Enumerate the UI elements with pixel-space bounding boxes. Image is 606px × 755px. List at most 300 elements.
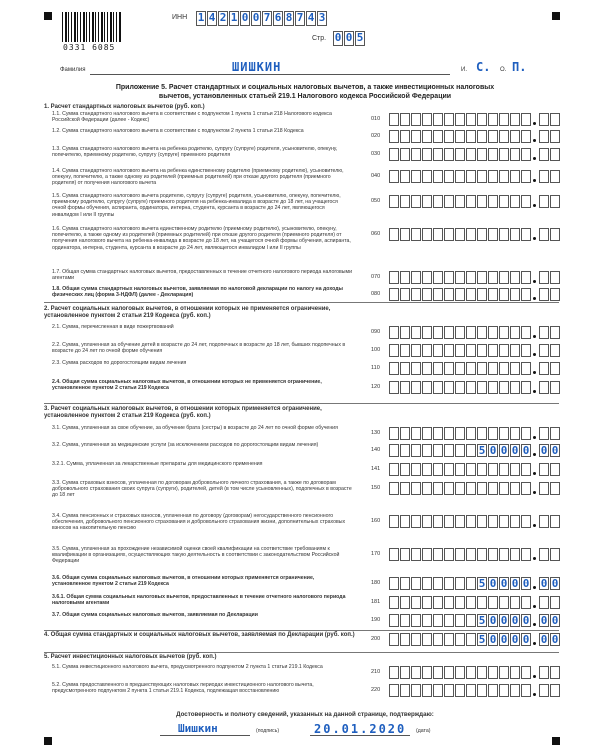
amount-digit-cell[interactable] xyxy=(400,195,410,208)
amount-digit-cell[interactable] xyxy=(466,288,476,301)
inn-digit-cell[interactable]: 7 xyxy=(296,11,304,24)
amount-digit-cell[interactable] xyxy=(521,515,531,528)
amount-digit-cell[interactable] xyxy=(389,228,399,241)
amount-digit-cell[interactable] xyxy=(488,228,498,241)
amount-digit-cell[interactable] xyxy=(455,113,465,126)
amount-digit-cell[interactable] xyxy=(444,113,454,126)
amount-digit-cell[interactable] xyxy=(422,427,432,440)
amount-digit-cell[interactable] xyxy=(422,148,432,161)
amount-digit-cell[interactable] xyxy=(499,684,509,697)
amount-digit-cell[interactable] xyxy=(389,548,399,561)
amount-digit-cell[interactable] xyxy=(400,463,410,476)
amount-digit-cell[interactable] xyxy=(488,288,498,301)
amount-digit-cell[interactable] xyxy=(400,362,410,375)
amount-digit-cell[interactable] xyxy=(400,326,410,339)
amount-digit-cell[interactable] xyxy=(521,271,531,284)
amount-digit-cell[interactable] xyxy=(477,666,487,679)
amount-digit-cell[interactable] xyxy=(444,288,454,301)
cents-digit-cell[interactable] xyxy=(539,463,549,476)
amount-digit-cell[interactable] xyxy=(444,633,454,646)
amount-digit-cell[interactable] xyxy=(521,130,531,143)
amount-digit-cell[interactable] xyxy=(455,666,465,679)
amount-digit-cell[interactable] xyxy=(488,381,498,394)
amount-digit-cell[interactable] xyxy=(422,463,432,476)
amount-digit-cell[interactable]: 0 xyxy=(511,444,519,457)
amount-digit-cell[interactable] xyxy=(455,362,465,375)
amount-digit-cell[interactable] xyxy=(389,633,399,646)
cents-digit-cell[interactable] xyxy=(550,170,560,183)
amount-digit-cell[interactable] xyxy=(521,684,531,697)
amount-digit-cell[interactable] xyxy=(422,228,432,241)
amount-digit-cell[interactable] xyxy=(521,596,531,609)
amount-digit-cell[interactable] xyxy=(510,326,520,339)
amount-digit-cell[interactable] xyxy=(466,666,476,679)
amount-digit-cell[interactable] xyxy=(444,326,454,339)
amount-digit-cell[interactable] xyxy=(411,427,421,440)
amount-digit-cell[interactable] xyxy=(444,362,454,375)
amount-digit-cell[interactable] xyxy=(400,614,410,627)
amount-digit-cell[interactable]: 0 xyxy=(500,444,508,457)
amount-digit-cell[interactable] xyxy=(400,666,410,679)
cents-digit-cell[interactable] xyxy=(539,427,549,440)
amount-digit-cell[interactable] xyxy=(499,381,509,394)
amount-digit-cell[interactable] xyxy=(477,113,487,126)
amount-digit-cell[interactable]: 0 xyxy=(489,577,497,590)
amount-digit-cell[interactable] xyxy=(466,577,476,590)
amount-digit-cell[interactable] xyxy=(422,113,432,126)
amount-digit-cell[interactable] xyxy=(510,228,520,241)
amount-digit-cell[interactable] xyxy=(488,666,498,679)
amount-digit-cell[interactable] xyxy=(499,463,509,476)
amount-digit-cell[interactable] xyxy=(488,463,498,476)
cents-digit-cell[interactable] xyxy=(550,271,560,284)
amount-digit-cell[interactable] xyxy=(466,463,476,476)
amount-digit-cell[interactable] xyxy=(444,684,454,697)
amount-digit-cell[interactable] xyxy=(400,515,410,528)
amount-digit-cell[interactable] xyxy=(455,577,465,590)
amount-digit-cell[interactable] xyxy=(466,427,476,440)
amount-digit-cell[interactable] xyxy=(466,362,476,375)
inn-digit-cell[interactable]: 0 xyxy=(252,11,260,24)
amount-digit-cell[interactable] xyxy=(433,344,443,357)
cents-digit-cell[interactable] xyxy=(539,195,549,208)
amount-digit-cell[interactable] xyxy=(466,326,476,339)
amount-digit-cell[interactable] xyxy=(477,548,487,561)
amount-digit-cell[interactable] xyxy=(521,113,531,126)
amount-digit-cell[interactable] xyxy=(510,195,520,208)
amount-digit-cell[interactable] xyxy=(488,113,498,126)
amount-digit-cell[interactable] xyxy=(455,548,465,561)
amount-digit-cell[interactable] xyxy=(488,271,498,284)
amount-digit-cell[interactable] xyxy=(444,482,454,495)
amount-digit-cell[interactable] xyxy=(400,548,410,561)
amount-digit-cell[interactable] xyxy=(499,362,509,375)
amount-digit-cell[interactable] xyxy=(444,463,454,476)
amount-digit-cell[interactable] xyxy=(444,228,454,241)
amount-digit-cell[interactable] xyxy=(444,614,454,627)
amount-digit-cell[interactable] xyxy=(477,228,487,241)
amount-digit-cell[interactable] xyxy=(521,463,531,476)
amount-digit-cell[interactable] xyxy=(422,596,432,609)
amount-digit-cell[interactable] xyxy=(455,170,465,183)
amount-digit-cell[interactable] xyxy=(400,148,410,161)
amount-digit-cell[interactable] xyxy=(444,427,454,440)
inn-digit-cell[interactable]: 4 xyxy=(307,11,315,24)
amount-digit-cell[interactable] xyxy=(433,170,443,183)
amount-digit-cell[interactable] xyxy=(389,444,399,457)
amount-digit-cell[interactable] xyxy=(488,427,498,440)
amount-digit-cell[interactable] xyxy=(521,666,531,679)
amount-digit-cell[interactable] xyxy=(510,113,520,126)
amount-digit-cell[interactable] xyxy=(400,684,410,697)
amount-digit-cell[interactable] xyxy=(422,666,432,679)
amount-digit-cell[interactable] xyxy=(477,288,487,301)
amount-digit-cell[interactable] xyxy=(499,666,509,679)
amount-digit-cell[interactable] xyxy=(400,482,410,495)
cents-digit-cell[interactable] xyxy=(539,170,549,183)
amount-digit-cell[interactable] xyxy=(477,596,487,609)
cents-digit-cell[interactable] xyxy=(539,228,549,241)
amount-digit-cell[interactable]: 0 xyxy=(500,614,508,627)
amount-digit-cell[interactable]: 0 xyxy=(522,614,530,627)
amount-digit-cell[interactable] xyxy=(521,548,531,561)
amount-digit-cell[interactable] xyxy=(521,381,531,394)
amount-digit-cell[interactable] xyxy=(433,577,443,590)
amount-digit-cell[interactable] xyxy=(477,148,487,161)
amount-digit-cell[interactable] xyxy=(411,228,421,241)
inn-digit-cell[interactable]: 8 xyxy=(285,11,293,24)
amount-digit-cell[interactable] xyxy=(411,344,421,357)
amount-digit-cell[interactable] xyxy=(510,666,520,679)
amount-digit-cell[interactable] xyxy=(422,130,432,143)
cents-digit-cell[interactable] xyxy=(550,326,560,339)
amount-digit-cell[interactable] xyxy=(444,548,454,561)
amount-digit-cell[interactable]: 0 xyxy=(511,577,519,590)
amount-digit-cell[interactable] xyxy=(433,596,443,609)
amount-digit-cell[interactable] xyxy=(422,344,432,357)
amount-digit-cell[interactable] xyxy=(510,271,520,284)
amount-digit-cell[interactable] xyxy=(455,228,465,241)
amount-digit-cell[interactable] xyxy=(400,596,410,609)
amount-digit-cell[interactable] xyxy=(422,515,432,528)
amount-digit-cell[interactable] xyxy=(422,614,432,627)
amount-digit-cell[interactable] xyxy=(411,326,421,339)
amount-digit-cell[interactable] xyxy=(510,148,520,161)
amount-digit-cell[interactable]: 0 xyxy=(511,633,519,646)
amount-digit-cell[interactable] xyxy=(411,170,421,183)
cents-digit-cell[interactable] xyxy=(539,666,549,679)
amount-digit-cell[interactable] xyxy=(422,362,432,375)
amount-digit-cell[interactable] xyxy=(466,381,476,394)
amount-digit-cell[interactable] xyxy=(499,596,509,609)
amount-digit-cell[interactable] xyxy=(389,427,399,440)
amount-digit-cell[interactable] xyxy=(433,130,443,143)
amount-digit-cell[interactable] xyxy=(466,195,476,208)
amount-digit-cell[interactable]: 0 xyxy=(522,444,530,457)
amount-digit-cell[interactable] xyxy=(444,344,454,357)
amount-digit-cell[interactable] xyxy=(477,326,487,339)
amount-digit-cell[interactable] xyxy=(499,548,509,561)
amount-digit-cell[interactable] xyxy=(411,596,421,609)
amount-digit-cell[interactable] xyxy=(521,326,531,339)
amount-digit-cell[interactable] xyxy=(433,228,443,241)
amount-digit-cell[interactable] xyxy=(499,344,509,357)
amount-digit-cell[interactable]: 0 xyxy=(511,614,519,627)
amount-digit-cell[interactable] xyxy=(411,548,421,561)
cents-digit-cell[interactable] xyxy=(539,130,549,143)
amount-digit-cell[interactable] xyxy=(433,548,443,561)
amount-digit-cell[interactable] xyxy=(488,130,498,143)
page-digit-cell[interactable]: 0 xyxy=(345,31,353,44)
cents-digit-cell[interactable] xyxy=(550,482,560,495)
amount-digit-cell[interactable] xyxy=(477,515,487,528)
amount-digit-cell[interactable] xyxy=(433,444,443,457)
cents-digit-cell[interactable] xyxy=(550,288,560,301)
amount-digit-cell[interactable] xyxy=(466,684,476,697)
amount-digit-cell[interactable] xyxy=(510,362,520,375)
cents-digit-cell[interactable]: 0 xyxy=(540,633,548,646)
amount-digit-cell[interactable] xyxy=(422,170,432,183)
amount-digit-cell[interactable] xyxy=(389,684,399,697)
amount-digit-cell[interactable] xyxy=(411,148,421,161)
cents-digit-cell[interactable] xyxy=(539,288,549,301)
cents-digit-cell[interactable] xyxy=(550,596,560,609)
amount-digit-cell[interactable] xyxy=(477,684,487,697)
amount-digit-cell[interactable] xyxy=(466,344,476,357)
amount-digit-cell[interactable] xyxy=(400,113,410,126)
amount-digit-cell[interactable] xyxy=(444,596,454,609)
cents-digit-cell[interactable] xyxy=(550,684,560,697)
amount-digit-cell[interactable] xyxy=(433,515,443,528)
amount-digit-cell[interactable] xyxy=(499,288,509,301)
amount-digit-cell[interactable] xyxy=(389,381,399,394)
amount-digit-cell[interactable] xyxy=(433,614,443,627)
amount-digit-cell[interactable] xyxy=(455,444,465,457)
amount-digit-cell[interactable] xyxy=(477,130,487,143)
amount-digit-cell[interactable]: 0 xyxy=(500,577,508,590)
amount-digit-cell[interactable] xyxy=(433,463,443,476)
amount-digit-cell[interactable] xyxy=(389,195,399,208)
cents-digit-cell[interactable] xyxy=(539,344,549,357)
amount-digit-cell[interactable] xyxy=(411,130,421,143)
amount-digit-cell[interactable] xyxy=(477,362,487,375)
amount-digit-cell[interactable] xyxy=(455,344,465,357)
cents-digit-cell[interactable] xyxy=(550,515,560,528)
cents-digit-cell[interactable] xyxy=(539,271,549,284)
amount-digit-cell[interactable] xyxy=(422,444,432,457)
cents-digit-cell[interactable] xyxy=(550,195,560,208)
amount-digit-cell[interactable] xyxy=(488,170,498,183)
amount-digit-cell[interactable]: 0 xyxy=(489,444,497,457)
amount-digit-cell[interactable] xyxy=(400,381,410,394)
amount-digit-cell[interactable]: 5 xyxy=(478,633,486,646)
amount-digit-cell[interactable] xyxy=(488,596,498,609)
amount-digit-cell[interactable] xyxy=(444,577,454,590)
amount-digit-cell[interactable] xyxy=(433,362,443,375)
amount-digit-cell[interactable] xyxy=(455,381,465,394)
amount-digit-cell[interactable] xyxy=(521,195,531,208)
amount-digit-cell[interactable] xyxy=(499,515,509,528)
amount-digit-cell[interactable] xyxy=(488,362,498,375)
amount-digit-cell[interactable] xyxy=(422,326,432,339)
amount-digit-cell[interactable] xyxy=(411,288,421,301)
amount-digit-cell[interactable] xyxy=(433,288,443,301)
cents-digit-cell[interactable] xyxy=(539,596,549,609)
amount-digit-cell[interactable] xyxy=(433,482,443,495)
amount-digit-cell[interactable] xyxy=(389,288,399,301)
amount-digit-cell[interactable] xyxy=(400,130,410,143)
amount-digit-cell[interactable] xyxy=(466,633,476,646)
amount-digit-cell[interactable] xyxy=(444,444,454,457)
amount-digit-cell[interactable] xyxy=(455,633,465,646)
amount-digit-cell[interactable] xyxy=(411,113,421,126)
amount-digit-cell[interactable] xyxy=(455,148,465,161)
cents-digit-cell[interactable] xyxy=(550,427,560,440)
amount-digit-cell[interactable] xyxy=(477,482,487,495)
page-digit-cell[interactable]: 0 xyxy=(334,31,342,44)
amount-digit-cell[interactable] xyxy=(477,170,487,183)
cents-digit-cell[interactable] xyxy=(539,482,549,495)
cents-digit-cell[interactable]: 0 xyxy=(551,444,559,457)
amount-digit-cell[interactable] xyxy=(455,596,465,609)
amount-digit-cell[interactable] xyxy=(488,515,498,528)
amount-digit-cell[interactable] xyxy=(499,326,509,339)
amount-digit-cell[interactable] xyxy=(455,684,465,697)
amount-digit-cell[interactable] xyxy=(422,633,432,646)
amount-digit-cell[interactable] xyxy=(411,633,421,646)
amount-digit-cell[interactable] xyxy=(488,482,498,495)
amount-digit-cell[interactable] xyxy=(411,271,421,284)
cents-digit-cell[interactable]: 0 xyxy=(551,633,559,646)
inn-digit-cell[interactable]: 0 xyxy=(241,11,249,24)
inn-digit-cell[interactable]: 6 xyxy=(274,11,282,24)
amount-digit-cell[interactable] xyxy=(422,482,432,495)
amount-digit-cell[interactable] xyxy=(455,326,465,339)
amount-digit-cell[interactable] xyxy=(466,548,476,561)
amount-digit-cell[interactable] xyxy=(433,666,443,679)
cents-digit-cell[interactable]: 0 xyxy=(540,444,548,457)
amount-digit-cell[interactable] xyxy=(499,271,509,284)
amount-digit-cell[interactable] xyxy=(488,548,498,561)
amount-digit-cell[interactable] xyxy=(466,596,476,609)
amount-digit-cell[interactable] xyxy=(389,362,399,375)
amount-digit-cell[interactable] xyxy=(455,195,465,208)
amount-digit-cell[interactable] xyxy=(444,381,454,394)
amount-digit-cell[interactable] xyxy=(510,130,520,143)
amount-digit-cell[interactable] xyxy=(400,170,410,183)
amount-digit-cell[interactable] xyxy=(455,463,465,476)
amount-digit-cell[interactable] xyxy=(411,362,421,375)
amount-digit-cell[interactable] xyxy=(510,548,520,561)
amount-digit-cell[interactable] xyxy=(466,271,476,284)
amount-digit-cell[interactable] xyxy=(488,326,498,339)
amount-digit-cell[interactable] xyxy=(488,148,498,161)
inn-digit-cell[interactable]: 1 xyxy=(230,11,238,24)
amount-digit-cell[interactable] xyxy=(466,113,476,126)
amount-digit-cell[interactable] xyxy=(477,195,487,208)
amount-digit-cell[interactable] xyxy=(389,344,399,357)
amount-digit-cell[interactable] xyxy=(521,427,531,440)
inn-digit-cell[interactable]: 2 xyxy=(219,11,227,24)
amount-digit-cell[interactable] xyxy=(433,271,443,284)
amount-digit-cell[interactable] xyxy=(444,170,454,183)
amount-digit-cell[interactable] xyxy=(499,427,509,440)
cents-digit-cell[interactable] xyxy=(550,113,560,126)
amount-digit-cell[interactable] xyxy=(400,444,410,457)
cents-digit-cell[interactable] xyxy=(539,326,549,339)
cents-digit-cell[interactable]: 0 xyxy=(540,614,548,627)
cents-digit-cell[interactable] xyxy=(539,684,549,697)
amount-digit-cell[interactable] xyxy=(411,463,421,476)
amount-digit-cell[interactable] xyxy=(510,463,520,476)
amount-digit-cell[interactable] xyxy=(488,195,498,208)
amount-digit-cell[interactable] xyxy=(389,596,399,609)
amount-digit-cell[interactable] xyxy=(510,482,520,495)
amount-digit-cell[interactable] xyxy=(422,195,432,208)
amount-digit-cell[interactable]: 0 xyxy=(489,614,497,627)
amount-digit-cell[interactable] xyxy=(455,288,465,301)
inn-digit-cell[interactable]: 1 xyxy=(197,11,205,24)
amount-digit-cell[interactable] xyxy=(400,427,410,440)
amount-digit-cell[interactable] xyxy=(510,288,520,301)
amount-digit-cell[interactable]: 0 xyxy=(500,633,508,646)
amount-digit-cell[interactable] xyxy=(510,170,520,183)
cents-digit-cell[interactable]: 0 xyxy=(551,577,559,590)
page-digit-cell[interactable]: 5 xyxy=(356,31,364,44)
amount-digit-cell[interactable]: 0 xyxy=(522,633,530,646)
amount-digit-cell[interactable] xyxy=(400,288,410,301)
amount-digit-cell[interactable] xyxy=(389,515,399,528)
amount-digit-cell[interactable] xyxy=(422,381,432,394)
amount-digit-cell[interactable] xyxy=(411,666,421,679)
cents-digit-cell[interactable] xyxy=(539,113,549,126)
amount-digit-cell[interactable] xyxy=(466,130,476,143)
amount-digit-cell[interactable] xyxy=(389,614,399,627)
inn-digit-cell[interactable]: 3 xyxy=(318,11,326,24)
amount-digit-cell[interactable] xyxy=(433,113,443,126)
amount-digit-cell[interactable] xyxy=(433,326,443,339)
amount-digit-cell[interactable] xyxy=(466,170,476,183)
amount-digit-cell[interactable] xyxy=(433,633,443,646)
amount-digit-cell[interactable] xyxy=(411,684,421,697)
amount-digit-cell[interactable] xyxy=(411,381,421,394)
amount-digit-cell[interactable] xyxy=(389,326,399,339)
cents-digit-cell[interactable] xyxy=(550,344,560,357)
amount-digit-cell[interactable] xyxy=(510,684,520,697)
amount-digit-cell[interactable] xyxy=(422,548,432,561)
amount-digit-cell[interactable] xyxy=(510,381,520,394)
amount-digit-cell[interactable]: 0 xyxy=(489,633,497,646)
amount-digit-cell[interactable] xyxy=(389,666,399,679)
amount-digit-cell[interactable] xyxy=(466,482,476,495)
amount-digit-cell[interactable] xyxy=(466,228,476,241)
amount-digit-cell[interactable]: 5 xyxy=(478,577,486,590)
amount-digit-cell[interactable] xyxy=(521,170,531,183)
cents-digit-cell[interactable] xyxy=(550,148,560,161)
amount-digit-cell[interactable] xyxy=(433,427,443,440)
cents-digit-cell[interactable] xyxy=(550,463,560,476)
amount-digit-cell[interactable] xyxy=(455,614,465,627)
cents-digit-cell[interactable] xyxy=(539,362,549,375)
amount-digit-cell[interactable] xyxy=(400,271,410,284)
amount-digit-cell[interactable] xyxy=(411,577,421,590)
amount-digit-cell[interactable] xyxy=(433,148,443,161)
amount-digit-cell[interactable] xyxy=(455,482,465,495)
amount-digit-cell[interactable] xyxy=(488,684,498,697)
amount-digit-cell[interactable] xyxy=(499,482,509,495)
amount-digit-cell[interactable] xyxy=(389,271,399,284)
amount-digit-cell[interactable] xyxy=(477,344,487,357)
